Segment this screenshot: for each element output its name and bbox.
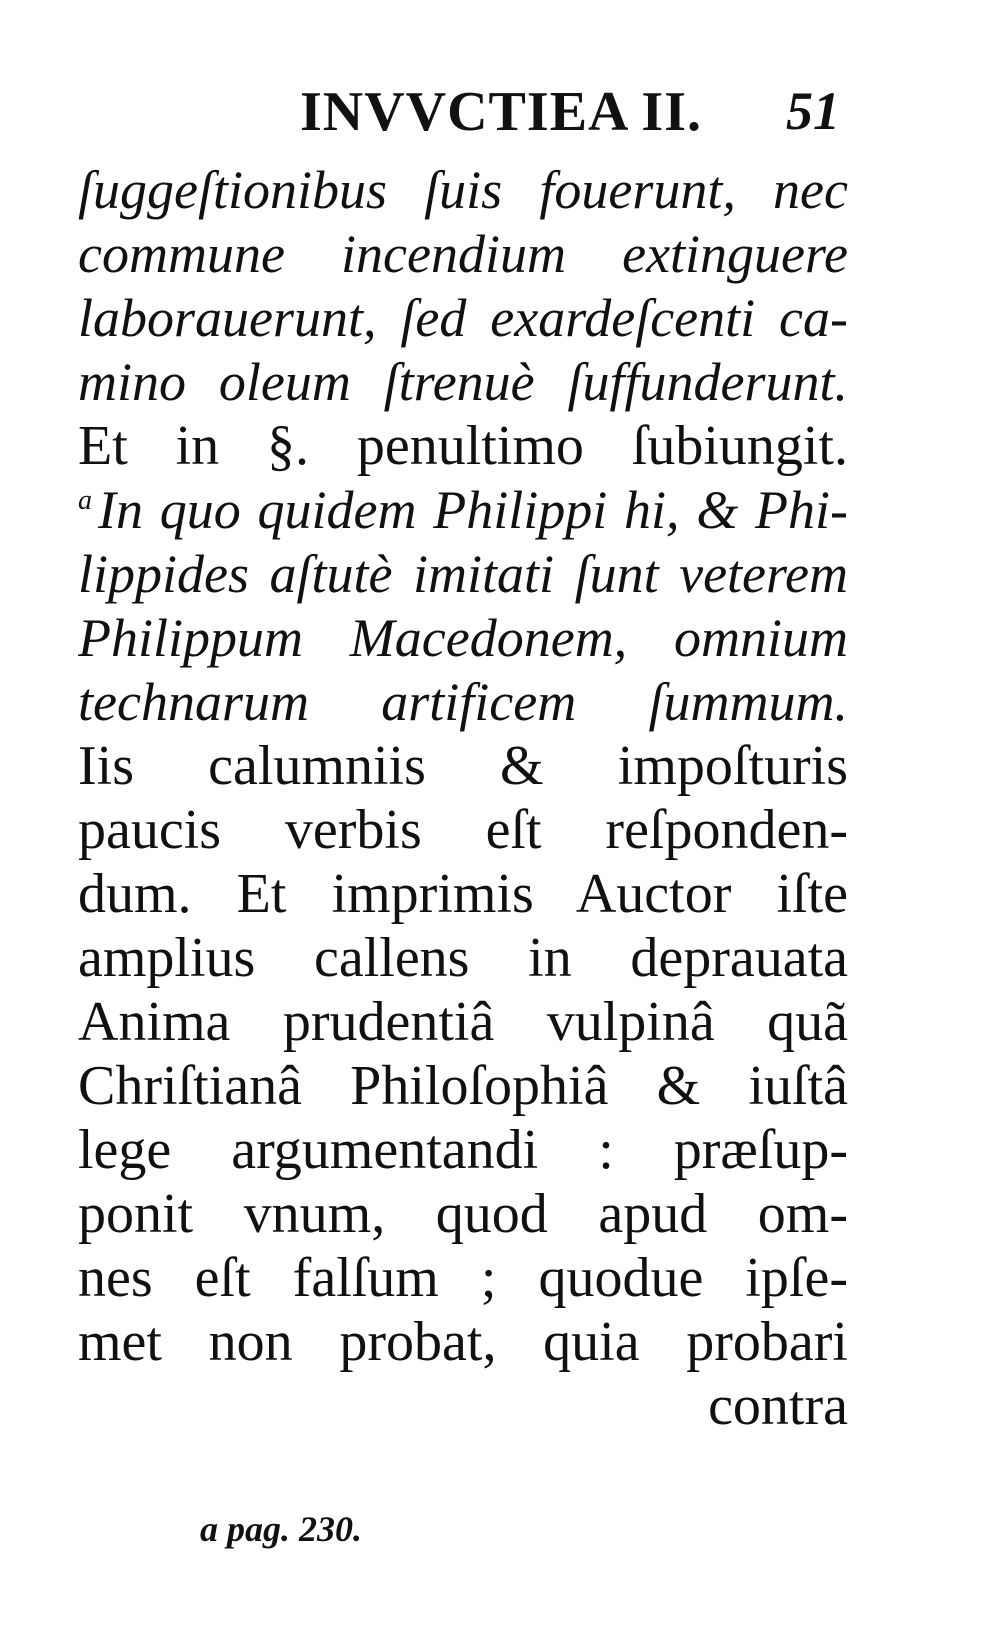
text-line-5: Et in §. penultimo ſubiungit. [78,415,848,477]
text-line-18: nes eſt falſum ; quodue ipſe- [78,1247,848,1309]
text-line-7: lippides aſtutè imitati ſunt veterem [78,544,848,604]
footnote: a pag. 230. [200,1509,362,1549]
text-line-16: lege argumentandi : præſup- [78,1119,848,1181]
text-line-13: amplius callens in deprauata [78,927,848,989]
text-line-3: laborauerunt, ſed exardeſcenti ca- [78,288,848,348]
text-line-11: paucis verbis eſt reſponden- [78,799,848,861]
text-line-12: dum. Et imprimis Auctor iſte [78,863,848,925]
text-line-6-content: In quo quidem Philippi hi, & Phi- [98,480,848,540]
footnote-marker: a [78,485,92,516]
text-line-1: ſuggeſtionibus ſuis fouerunt, nec [78,160,848,220]
text-line-9: technarum artificem ſummum. [78,672,848,732]
text-line-4: mino oleum ſtrenuè ſuffunderunt. [78,352,848,412]
text-line-2: commune incendium extinguere [78,224,848,284]
page-number: 51 [786,81,840,141]
running-title: INVVCTIEA II. [300,81,702,143]
text-line-15: Chriſtianâ Philoſophiâ & iuſtâ [78,1055,848,1117]
text-line-10: Iis calumniis & impoſturis [78,735,848,797]
running-head [280,80,840,150]
text-line-17: ponit vnum, quod apud om- [78,1183,848,1245]
text-line-6 [78,478,848,542]
catchword: contra [708,1375,848,1437]
text-line-19: met non probat, quia probari [78,1311,848,1373]
text-line-14: Anima prudentiâ vulpinâ quã [78,991,848,1053]
text-block [78,158,848,1438]
text-line-8: Philippum Macedonem, omnium [78,608,848,668]
